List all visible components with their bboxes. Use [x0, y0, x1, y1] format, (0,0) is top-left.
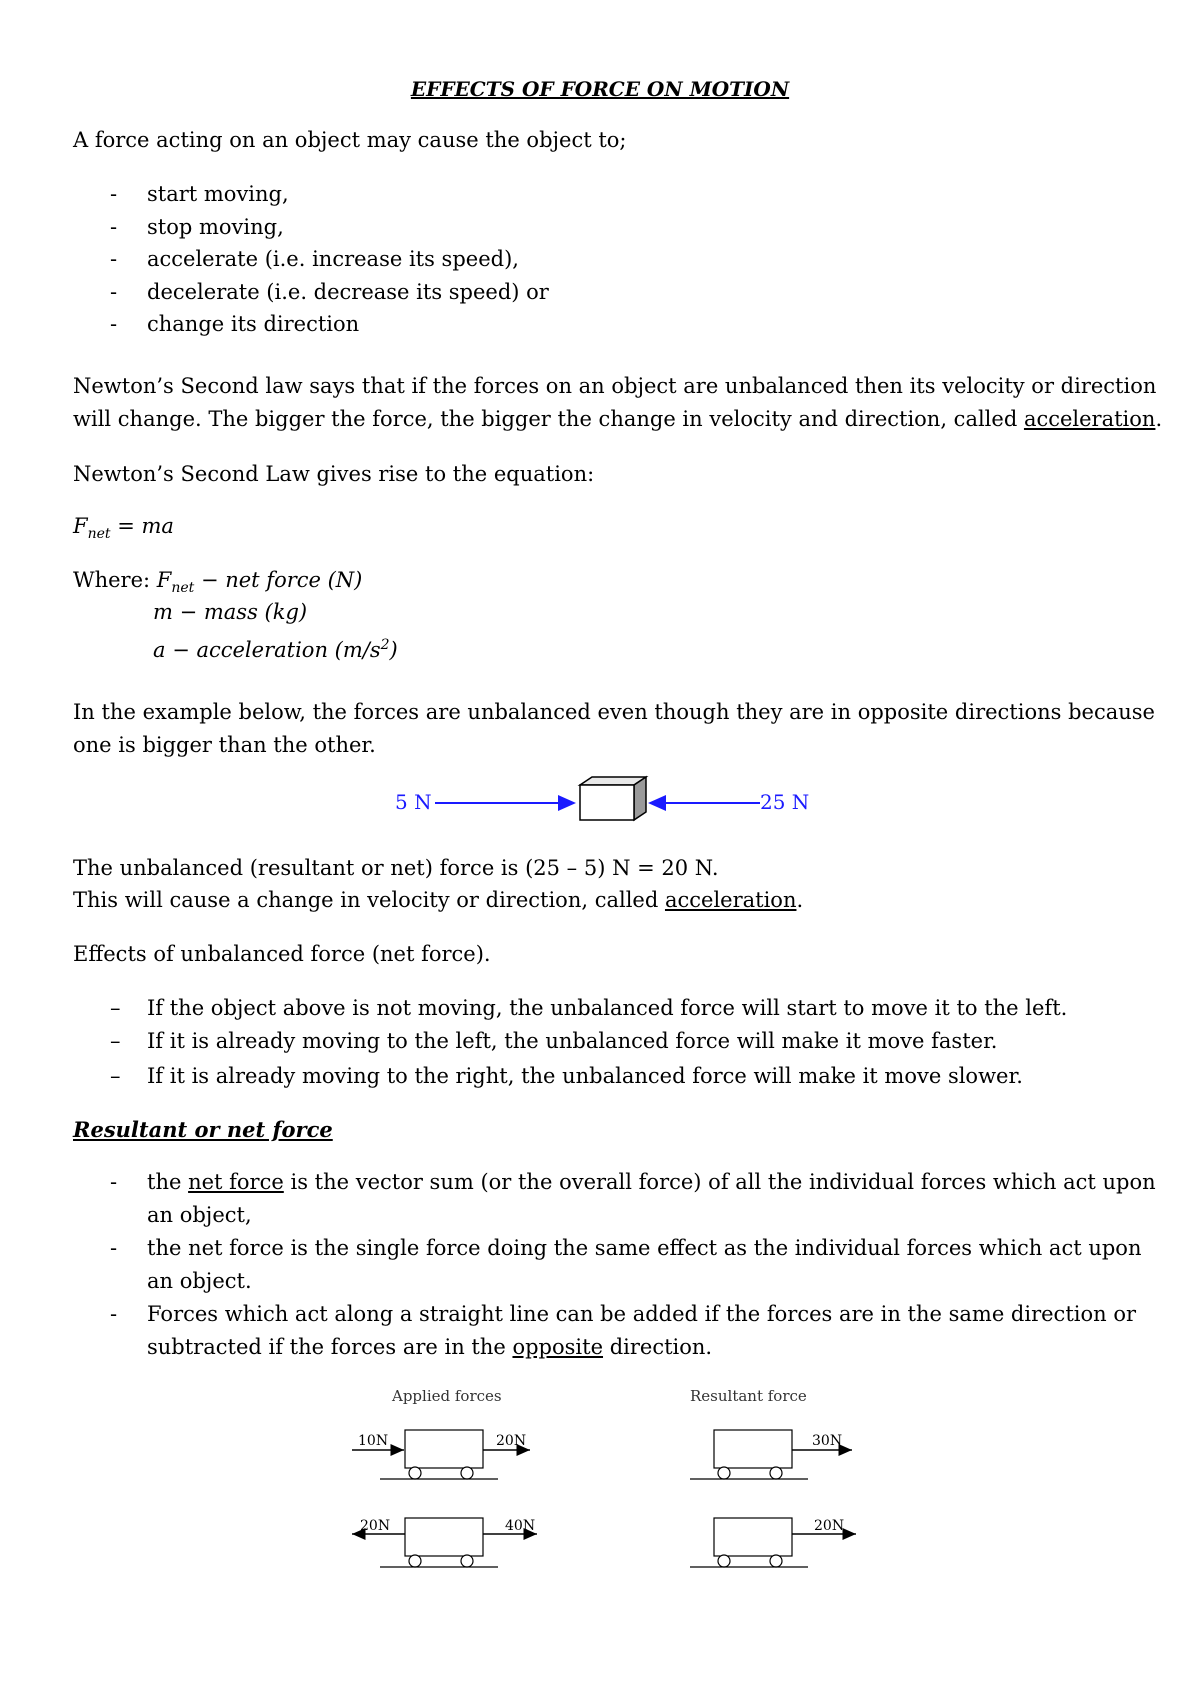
newton-paragraph-line — [73, 403, 1162, 436]
effect-item: If the object above is not moving, the unbalanced force will start to move it to the left. — [147, 996, 1068, 1020]
force-label: 20N — [360, 1518, 391, 1534]
right-force-label: 25 N — [760, 790, 810, 814]
superscript: 2 — [380, 637, 390, 653]
resultant-item: the net force is the single force doing the same effect as the individual forces which act upon — [147, 1236, 1142, 1260]
effect-item: If it is already moving to the left, the unbalanced force will make it move faster. — [147, 1029, 998, 1053]
text-span: . — [796, 888, 804, 912]
list-dash: - — [110, 182, 118, 206]
list-item: stop moving, — [147, 215, 284, 239]
effects-heading: Effects of unbalanced force (net force). — [73, 942, 491, 966]
resultant-cart-row1 — [690, 1430, 852, 1479]
cart-body — [714, 1430, 792, 1468]
resultant-line: The unbalanced (resultant or net) force is (25 – 5) N = 20 N. — [73, 856, 719, 880]
list-item: accelerate (i.e. increase its speed), — [147, 247, 519, 271]
cart-body — [714, 1518, 792, 1556]
box-front — [580, 785, 634, 820]
cart-force-diagram — [330, 1378, 870, 1588]
section-heading: Resultant or net force — [73, 1117, 333, 1142]
eq-rest: = ma — [110, 514, 174, 538]
resultant-item-continuation: an object. — [147, 1269, 252, 1293]
resultant-item-continuation: an object, — [147, 1203, 252, 1227]
cart-body — [405, 1518, 483, 1556]
eq-symbol: F — [156, 568, 172, 592]
list-item: start moving, — [147, 182, 289, 206]
resultant-item: Forces which act along a straight line can be added if the forces are in the same direction or — [147, 1302, 1136, 1326]
force-label: 20N — [814, 1518, 845, 1534]
eq-symbol: F — [73, 514, 88, 538]
cart-wheel — [770, 1467, 782, 1479]
left-force-arrowhead — [558, 795, 576, 811]
resultant-line — [73, 884, 803, 917]
right-force-arrowhead — [648, 795, 666, 811]
list-dash: – — [110, 1064, 121, 1088]
list-item: change its direction — [147, 312, 360, 336]
text-span: the — [147, 1170, 189, 1194]
list-dash: - — [110, 280, 118, 304]
force-label: 10N — [358, 1433, 389, 1449]
list-item: decelerate (i.e. decrease its speed) or — [147, 280, 549, 304]
resultant-item — [147, 1166, 1156, 1199]
applied-cart-row2 — [352, 1518, 537, 1567]
newton-paragraph-line: Newton’s Second law says that if the forces on an object are unbalanced then its velocity or direction — [73, 374, 1157, 398]
intro-text: A force acting on an object may cause the object to; — [73, 128, 627, 152]
resultant-cart-row2 — [690, 1518, 856, 1567]
force-label: 40N — [505, 1518, 536, 1534]
force-label: 20N — [496, 1433, 527, 1449]
opposite-term: opposite — [512, 1335, 604, 1359]
force-label: 30N — [812, 1433, 843, 1449]
text-span: subtracted if the forces are in the — [147, 1335, 513, 1359]
cart-wheel — [461, 1467, 473, 1479]
cart-wheel — [409, 1467, 421, 1479]
cart-wheel — [770, 1555, 782, 1567]
list-dash: – — [110, 1029, 121, 1053]
equation — [73, 510, 174, 551]
list-dash: - — [110, 215, 118, 239]
page-title: EFFECTS OF FORCE ON MOTION — [410, 77, 790, 101]
text-span: . — [1155, 407, 1163, 431]
cart-wheel — [409, 1555, 421, 1567]
list-dash: - — [110, 1170, 118, 1194]
cart-wheel — [718, 1555, 730, 1567]
cart-wheel — [718, 1467, 730, 1479]
box-side — [634, 777, 646, 820]
example-paragraph-line: In the example below, the forces are unbalanced even though they are in opposite directions because — [73, 700, 1155, 724]
text-span: a − acceleration (m/s — [153, 638, 381, 662]
text-span: ) — [389, 638, 398, 662]
list-dash: - — [110, 312, 118, 336]
eq-subscript: net — [171, 580, 195, 597]
text-span: direction. — [603, 1335, 713, 1359]
where-definition — [153, 629, 398, 667]
applied-forces-caption: Applied forces — [392, 1387, 502, 1405]
list-dash: - — [110, 247, 118, 271]
effect-item: If it is already moving to the right, the unbalanced force will make it move slower. — [147, 1064, 1023, 1088]
equation-intro: Newton’s Second Law gives rise to the equation: — [73, 462, 595, 486]
text-span: is the vector sum (or the overall force) of all the individual forces which act upon — [283, 1170, 1156, 1194]
text-span: This will cause a change in velocity or direction, called — [73, 888, 665, 912]
list-dash: - — [110, 1302, 118, 1326]
acceleration-term: acceleration — [1023, 407, 1156, 431]
resultant-force-caption: Resultant force — [690, 1387, 807, 1405]
list-dash: - — [110, 1236, 118, 1260]
example-paragraph-line: one is bigger than the other. — [73, 733, 376, 757]
cart-wheel — [461, 1555, 473, 1567]
acceleration-term: acceleration — [664, 888, 797, 912]
net-force-term: net force — [188, 1170, 284, 1194]
resultant-item-continuation — [147, 1331, 712, 1364]
force-diagram — [380, 775, 840, 825]
text-span: will change. The bigger the force, the bigger the change in velocity and direction, called — [73, 407, 1024, 431]
left-force-label: 5 N — [395, 790, 432, 814]
applied-cart-row1 — [352, 1430, 530, 1479]
list-dash: – — [110, 996, 121, 1020]
where-definition: m − mass (kg) — [153, 600, 308, 624]
where-definition: − net force (N) — [194, 568, 363, 592]
eq-subscript: net — [87, 526, 111, 543]
cart-body — [405, 1430, 483, 1468]
where-label: Where: — [73, 568, 157, 592]
